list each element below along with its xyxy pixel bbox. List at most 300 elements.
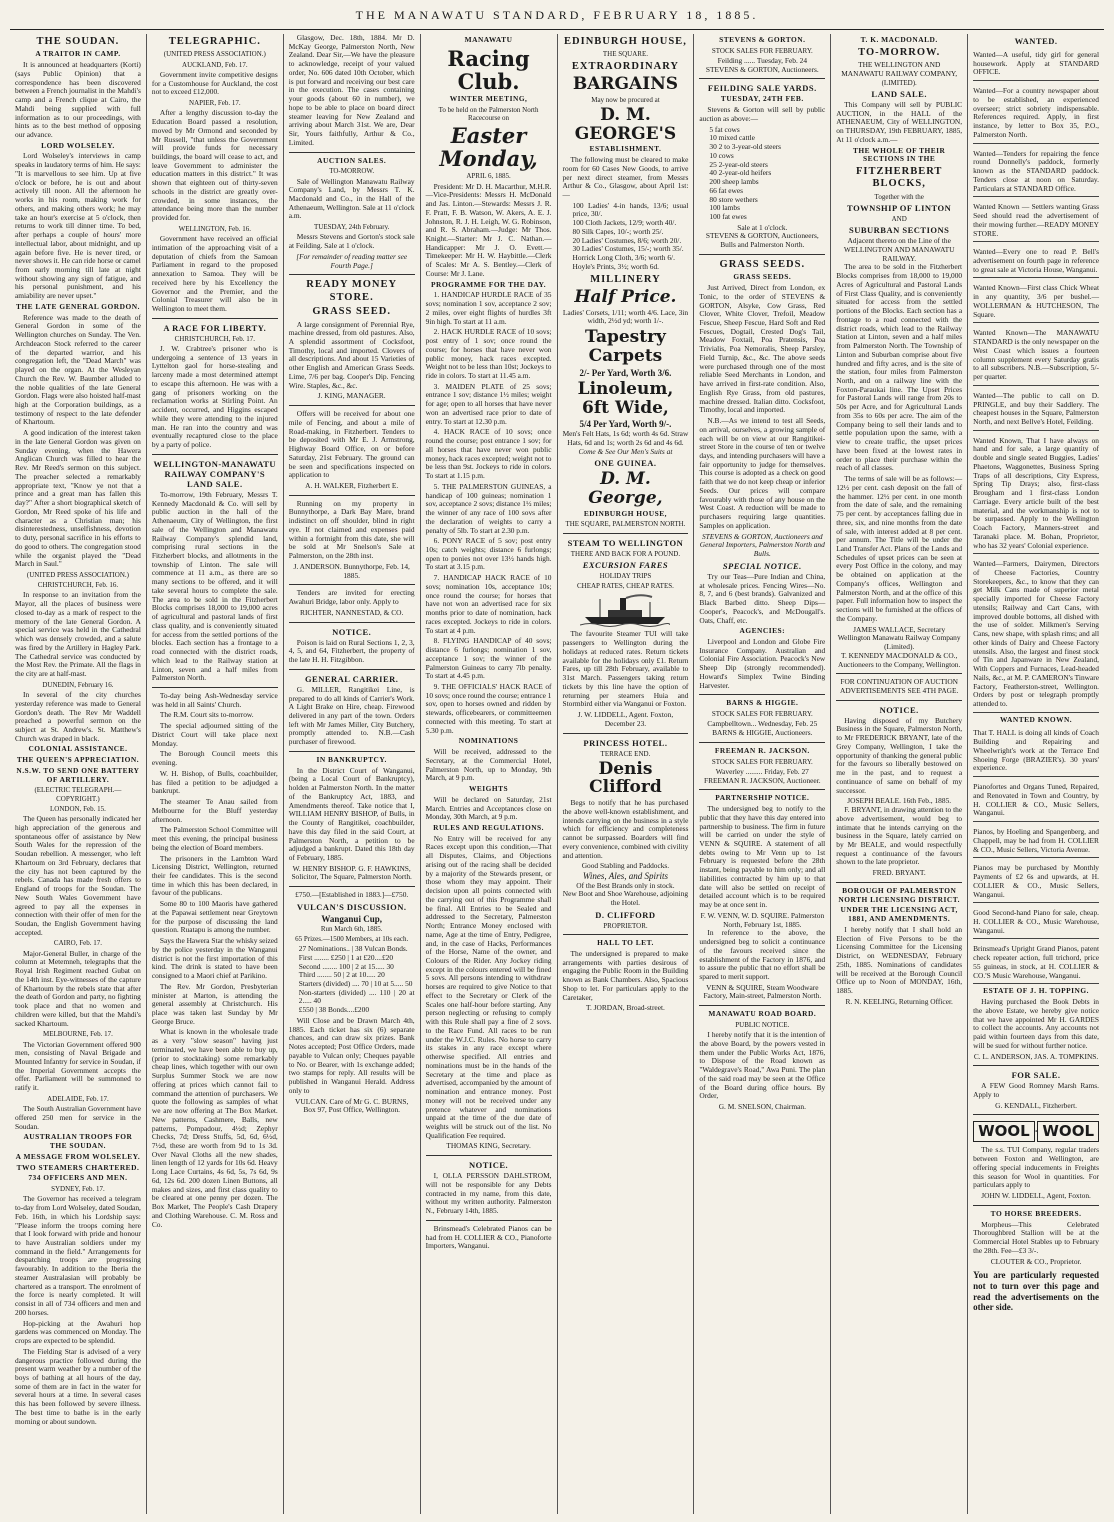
linoleum: Linoleum, 6ft Wide, <box>577 379 674 418</box>
divider <box>289 751 415 752</box>
news-item: The special adjourned sitting of the District Court will take place next Monday. <box>151 721 278 748</box>
goods-item: 30 Ladies' Costumes, 15/-; worth 35/. <box>572 244 684 254</box>
hall-to-let: HALL TO LET. <box>597 938 654 948</box>
divider <box>973 1065 1099 1066</box>
vulcan-title: VULCAN'S DISCUSSION. <box>296 901 407 912</box>
store-title: READY MONEY STORE. <box>306 279 398 303</box>
ad-text: Ladies' Corsets, 1/11; worth 4/6. Lace, 3in width, 2½d yd; worth 1/-. <box>562 307 689 326</box>
divider <box>152 318 278 319</box>
notice-title: NOTICE. <box>879 704 919 715</box>
steam-title: STEAM TO WELLINGTON <box>567 537 684 548</box>
ad-line: Campbelltown... Wednesday, Feb. 25 <box>707 719 818 729</box>
agencies: AGENCIES: <box>739 626 786 636</box>
ad-line: New Boot and Shoe Warehouse, adjoining the Hotel. <box>562 889 689 908</box>
auction-text: Messrs Stevens and Gorton's stock sale at Feilding. Sale at 1 o'clock. <box>288 232 415 251</box>
ad-text: The following must be cleared to make room for 60 Cases New Goods, to arrive per next direct steamer, from Messrs Arthur & Co., Glasgow, about April 1st:— <box>562 155 689 199</box>
bankruptcy-title: IN BANKRUPTCY. <box>316 754 387 764</box>
ad-signature: VULCAN. Care of Mr G. C. BURNS, Box 97, Post Office, Wellington. <box>295 1096 409 1115</box>
ad-signature: C. L. ANDERSON, JAS. A. TOMPKINS. <box>973 1051 1099 1061</box>
sale-date: TUESDAY, 24TH FEB. <box>720 94 804 104</box>
ad-signature: STEVENS & GORTON, Auctioneers. <box>705 64 819 74</box>
dateline: LONDON, Feb. 15. <box>50 804 106 813</box>
to-morrow: TO-MORROW. <box>858 46 941 58</box>
divider <box>699 78 825 79</box>
ad-text: I hereby notify that I shall hold an Election of Five Persons to be the Licensing Committee for the Licensing District, on WEDNESDAY, February 25th, 1885. Nominations of candidates will be received at the Borough Council Office up to Noon of MONDAY, 16th, 1885. <box>836 924 963 996</box>
goods-item: 100 Ladies' 4-in hands, 13/6; usual price, 30/. <box>572 200 689 219</box>
article-paragraph: Reference was made to the death of General Gordon in some of the Wellington churches on Sunday. The Ven. Archdeacon Stock referred to the career of the departed warrior, and his congregation left, the "Dead March" was played on the organ. At the Wesleyan Church the Rev. W. Baumber alluded to the noble qualities of the late General Gordon. Flags were also hoisted half-mast high at the Corporation buildings, as a testimony of respect to the late defender of Khartoum. <box>15 312 141 427</box>
subhead: THE QUEEN'S APPRECIATION. <box>16 755 140 765</box>
ad-signature: G. KENDALL, Fitzherbert. <box>995 1100 1078 1110</box>
ad-sub: STOCK SALES FOR FEBRUARY. <box>711 757 813 766</box>
ad-text: N.B.—As we intend to test all Seeds, on arrival, ourselves, a growing sample of each will be on view at our Rangitikei-street Store in the course of ten or twelve days, and intending purchasers will have a fair opportunity to judge for themselves. This course is adopted as a check on good faith that we do not keep cheap or inferior Seeds. Our prices will compare favourably with those of any house on the West Coast. A reduction will be made to purchasers requiring large quantities. Samples on application. <box>699 416 826 530</box>
stock-item: 100 fat ewes <box>709 212 747 222</box>
prize-row: First ........ £250 | 1 at £20....£20 <box>298 952 394 962</box>
article-paragraph: J. W. Crabtree's prisoner who is undergoing a sentence of 13 years in Lyttelton gaol for horse-stealing and larceny made a most determined attempt to escape this afternoon. He was with a gang of prisoners working on the reclamation works at Stirling Point. An accident, occurred, and Higgins escaped while they were attending to the injured man. He ran into the country and was eventually recaptured close to the place by a party of police. <box>151 344 278 450</box>
ad-title: BARNS & HIGGIE. <box>726 698 799 708</box>
road-board-sub: PUBLIC NOTICE. <box>735 1020 790 1029</box>
section-title-telegraphic: TELEGRAPHIC. <box>168 36 261 47</box>
notice-title: NOTICE. <box>468 1160 509 1171</box>
cup-title: Wanganui Cup, <box>321 913 382 924</box>
prize-row: Non-starters (divided) .... 110 | 20 at 2..... 40 <box>298 987 415 1006</box>
divider <box>836 882 962 883</box>
article-paragraph: The Queen has personally indicated her high appreciation of the generous and spontaneous offer of assistance by New South Wales for the repression of the Soudan rebellion. A messenger, who left Khartoum on 3rd February, declares that the city has not been captured by the rebels. Canada has made fresh offers to England of troops for the Soudan. The New South Wales Government have agreed to pay all the expenses in connection with their offer of men for the Soudan, the English Government having accepted. <box>15 814 141 937</box>
column-2 <box>147 34 284 1514</box>
article-paragraph: Hop-picking at the Awahuri hop gardens was commenced on Monday. The crops are expected to be splendid. <box>15 1318 141 1346</box>
wanted-ad <box>973 557 1099 712</box>
news-item: The R.M. Court sits to-morrow. <box>159 710 254 720</box>
dateline: (UNITED PRESS ASSOCIATION.) <box>163 50 266 59</box>
wanted-ad <box>973 200 1099 242</box>
ad-text: Just Arrived, Direct from London, ex Tonic, to the order of STEVENS & GORTON, Alsyke, Cow Grass, Red Clover, White Clover, Trefoil, Meadow Fescue, Sheep Fescue, Hard Soft and Red Fescues, Dogtail, Crested Dog's Tail, Meadow Foxtail, Poa Pratensis, Poa Trivialis, Poa Nemoralis, Sheep Parsley, Field Turnip, &c., &c. The above seeds were purchased through one of the most reliable Seed Merchants in London, and have arrived in first-rate condition. Also, English Rye Grass, from old pastures, machine dressed. Italian ditto. Cocksfoot, Timothy, local and imported. <box>699 283 826 415</box>
divider <box>699 694 825 695</box>
article-paragraph: The Victorian Government offered 900 men, consisting of Naval Brigade and Mounted Infantry for service in Soudan, if the Imperial Government accepts the offer. Parliament will be summoned to ratify it. <box>15 1039 141 1093</box>
easter-monday: Easter Monday, <box>439 123 538 172</box>
race-item: 1. HANDICAP HURDLE RACE of 35 sovs; nomination 1 sov, acceptance 2 sov; 2 miles, over eight flights of hurdles 3ft 9in high. To start at 11 a.m. <box>425 290 552 326</box>
race-item: 9. THE OFFICIALS' HACK RACE of 10 sovs; once round the course; entrance 1 sov, open to horses owned and ridden by stewards, officebearers, or committeemen connected with this meeting. To start at 5.30 p.m. <box>425 681 552 735</box>
race-item: 4. HACK RACE of 10 sovs; once round the course; post entrance 1 sov; for all horses that have never won public money, hack races excepted; weight not to be less than 9st. Jockeys to ride in colors. To start at 1.15 p.m. <box>425 427 552 481</box>
stock-item: 5 fat cows <box>709 124 740 134</box>
ad-text: In reference to the above, the undersigned beg to solicit a continuance of the favours received since the establishment of the Factory in 1876, and to assure the public that no effort shall be spared to merit support. <box>699 928 826 981</box>
ad-text: Morpheus—This Celebrated Thoroughbred Stallion will be at the Commercial Hotel Stables up to February the 28th. Fee—£3 3/-. <box>973 1219 1099 1255</box>
ad-text: Will be declared on Saturday, 21st March. Entries and Acceptances close on Monday, 30th March, at 9 p.m. <box>425 794 552 822</box>
stock-item: 40 2-year-old heifers <box>709 168 772 178</box>
news-item: Says the Hawera Star the whisky seized by the police yesterday in the Wanganui district is not the first importation of this kind. The drink is stated to have been consigned to a Maori chief at Parikino. <box>151 936 278 981</box>
excursion-fares: EXCURSION FARES <box>582 559 669 570</box>
dateline: CHRISTCHURCH, Feb. 16. <box>37 581 119 590</box>
masthead: THE MANAWATU STANDARD, FEBRUARY 18, 1885. <box>10 8 1104 30</box>
news-item: The steamer Te Anau sailed from Melbourne for the Bluff yesterday afternoon. <box>151 797 278 824</box>
column-8 <box>968 34 1104 1514</box>
race-item: 5. THE PALMERSTON GUINEAS, a handicap of 100 guineas; nomination 1 sov, acceptance 2 sovs; distance 1½ miles; the winner of any race of 100 sovs after the declaration of weights to carry a penalty of 5lb. To start at 2.30 p.m. <box>425 481 552 535</box>
ad-text: A large consignment of Perennial Rye, machine dressed, from old pastures. Also, A splendid assortment of Cocksfoot, Timothy, local and imported. Clovers of all descriptions. And about 15 Varieties of other English and American Grass Seeds. Lime, 7/6 per bag. Cooper's Dip. Fencing Wire. Staples, &c., &c. <box>288 319 415 390</box>
ad-text: In the District Court of Wanganui, (being a Local Court of Bankruptcy), holden at Palmerston North. In the matter of the Bankruptcy Act, 1883, and Amendments thereof. Take notice that I, WILLIAM HENRY BISHOP, of Bulls, in the County of Rangitikei, coachbuilder, have this day filed in the said Court, at Palmerston North, a petition to be adjudged a bankrupt. Dated this 18th day of February, 1885. <box>288 765 415 862</box>
terrace-end: TERRACE END. <box>600 749 651 758</box>
divider <box>289 152 415 153</box>
and: AND <box>891 215 907 223</box>
ad-signature: FREEMAN R. JACKSON, Auctioneer. <box>704 775 821 785</box>
wanted-ad <box>973 434 1099 555</box>
news-item: W. H. Bishop, of Bulls, coachbuilder, has filed a petition to be adjudged a bankrupt. <box>151 768 278 796</box>
licensing-act: UNDER THE LICENSING ACT, 1881, AND AMENDMENTS. <box>840 905 958 924</box>
land-sale: LAND SALE. <box>871 88 927 99</box>
dateline: MELBOURNE, Feb. 17. <box>43 1030 113 1039</box>
ad-signature: RICHTER, NANNESTAD, & CO. <box>300 607 404 617</box>
dateline: SYDNEY, Feb. 17. <box>51 1185 105 1194</box>
auction-text: Sale of Wellington Manawatu Railway Company's Land, by Messrs T. K. Macdonald and Co., in the Hall of the Athenaeum, Wellington. Sale at 11 o'clock a.m. <box>288 176 415 221</box>
dateline: NAPIER, Feb. 17. <box>189 99 241 108</box>
denis-clifford: Denis Clifford <box>589 758 662 798</box>
dateline: CHRISTCHURCH, Feb. 17. <box>174 334 255 343</box>
meeting-sub: To be held on the Palmerston North Racecourse on <box>438 105 539 122</box>
ad-text: Liverpool and London and Globe Fire Insurance Company. Australian and Colonial Fire Association. Peacock's New Sheep Dip (strongly recommended). Howard's Simplex Twine Binding Harvester. <box>699 636 826 690</box>
prize-row: Third ........ 50 | 2 at 10..... 20 <box>298 970 385 980</box>
divider <box>426 1155 552 1156</box>
limited: (LIMITED). <box>881 78 917 87</box>
ad-text: F. BRYANT, in drawing attention to the above advertisement, would beg to intimate that he intends carrying on the business in the Square, lately carried on by Mr BEALE, and would respectfully request a continuance of the favours shown to the late proprietor. <box>836 805 963 867</box>
adjacent-line: Adjacent thereto on the Line of the WELLINGTON AND MANAWATU RAILWAY. <box>843 236 955 263</box>
dateline: ADELAIDE, Feb. 17. <box>47 1094 109 1103</box>
ad-text: The undersigned beg to notify to the public that they have this day entered into partnership to business. The firm in future will be carried on under the style of VENN & SQUIRE. A statement of all debts owing to Mr Venn up to 1st February is requested before the 28th instant, being payable to him only; and all liabilities contracted by him up to that date will also be settled on receipt of detailed account which is to be required may be at once sent in. <box>699 804 826 910</box>
ad-text: A FEW Good Romney Marsh Rams. Apply to <box>973 1081 1099 1099</box>
ad-signature: STEVENS & GORTON, Auctioneers and General Importers, Palmerston North and Bulls. <box>699 531 825 559</box>
ad-text: That T. HALL is doing all kinds of Coach Building and Repairing and Wheelwright's work at the Terrace End Shoeing Forge (BRAZIER's). 30 years' experience. <box>973 728 1099 773</box>
ad-text: Wanted Known—First class Chick Wheat in any quantity, 3/6 per bushel.—WOLLERMAN & HUTCHESON, The Square. <box>973 283 1099 319</box>
wanted-ad <box>973 326 1099 385</box>
ad-text: Men's Felt Hats, 1s 6d; worth 4s 6d. Straw Hats, 6d and 1s; worth 2s 6d and 4s 6d. <box>562 429 689 447</box>
ad-text: Try our Teas—Pure Indian and China, at wholesale prices. Fencing Wires—No. 8, 7, and 6 (best brands). Galvanized and Black Barbed ditto. Sheep Dips—Cooper's, Peacock's, and McDougall's. Oats, Chaff, etc. <box>699 571 826 625</box>
princess-hotel: PRINCESS HOTEL. <box>583 737 668 748</box>
house-title: EDINBURGH HOUSE, <box>564 36 687 47</box>
stock-list <box>709 126 825 222</box>
ad-text: Offers will be received for about one mile of Fencing, and about a mile of Road-making, in Fitzherbert. Tenders to be deposited with Mr E. J. Armstrong, Highway Board Office, on or before Saturday, 21st February. The ground can be seen and specifications inspected on application to <box>288 409 415 480</box>
wanted-ad <box>973 245 1099 278</box>
subhead: THE LATE GENERAL GORDON. <box>15 301 140 311</box>
rules-title: RULES AND REGULATIONS. <box>433 823 544 832</box>
ad-text: Wanted—Tenders for repairing the fence round Donnelly's paddock, formerly known as the STANDARD paddock. Tenders close at noon on Saturday. Particulars at STANDARD Office. <box>973 148 1099 193</box>
divider <box>289 405 415 406</box>
club-title: Racing Club. <box>447 45 530 94</box>
goods-item: Hoyle's Prints, 3½; worth 6d. <box>572 261 660 271</box>
ad-text: Wanted—Farmers, Dairymen, Directors of Cheese Factories, Country Storekeepers, &c., to know that they can get Milk Cans made of superior metal specially imported for Cheese Factory utensils; Railway and Cart Cans, with improved double bottoms, all dished with the use of solder. Milkmen's Serving Cans, new shape, with splash rims; and all other kinds of Dairy and Cheese Factory utensils. Also, the largest and finest stock of Tin and Japanware in New Zealand, With Coppers and Furnaces, Lead-headed Nails, &c., at M. P. CAMERON's Tinware Factory, Featherston-street, Wellington. Orders by post or telegraph promptly attended to. <box>973 559 1099 709</box>
wanted-ad <box>973 147 1099 198</box>
divider <box>699 742 825 743</box>
club-name: MANAWATU <box>464 35 513 44</box>
ad-text: Wanted—The public to call on D. PRINGLE, and buy their Saddlery. The cheapest houses in the Square, Palmerston North, and next Bellve's Hotel, Feilding. <box>973 390 1099 426</box>
ad-text: Pianos may be purchased by Monthly Payments of £2 6s and upwards, at H. COLLIER & CO., Music Sellers, Wanganui. <box>973 863 1099 899</box>
may-procured: May now be procured at <box>591 95 660 104</box>
steamer-icon <box>580 593 670 627</box>
ad-text: Poison is laid on Rural Sections 1, 2, 3, 4, 5, and 64, Fitzherbert, the property of the late H. H. Fitzgibbon. <box>288 637 415 665</box>
ad-signature: G. M. SNELSON, Chairman. <box>718 1102 806 1112</box>
ad-text: Wanted—For a country newspaper about to be established, an experienced overseer; strict sobriety indispensable. References required. Apply, in first instance, by letter to Box 35, P.O., Palmerston North. <box>973 86 1099 139</box>
ad-text: The area to be sold in the Fitzherbert Blocks comprises from 18,000 to 19,000 Acres of Agricultural and Pastoral Lands of First Class Quality, and is conveniently situated for access from the settled portions of the Blocks. Each section has a frontage to a road connected with the district roads, which lead to the Railway Station at Linton, seven and a half miles from Palmerston North. The Township of Linton and Suburban comprise about five hundred and fifty acres, and is the site of the station, four miles from Palmerston North, and on a railway line with the Foxton-Paraukai line. The Upset Prices for Pastoral Lands will range from 20s to 50s per Acre, and for Agricultural Lands from 35s to 60s per acre. The aim of the Company being to sell their lands and to settle population upon the same, with a view to create traffic, the upset prices have been fixed at the lowest rates in order to place their purchase within the reach of all classes. <box>836 262 963 473</box>
ad-text: I hereby notify that it is the intention of the above Board, by the powers vested in them under the Public Works Act, 1876, to Dispose of the Road known as "Waldegrave's Road," Awa Puni. The plan of the said road may be seen at the Office of the Board during office hours. By Order, <box>699 1030 826 1101</box>
house-sub: THE SQUARE. <box>602 50 648 59</box>
news-item: To-day being Ash-Wednesday service was held in all Saints' Church. <box>151 691 278 709</box>
stock-item: 30 2 to 3-year-old steers <box>709 142 782 152</box>
goods-item: 100 Cloth Jackets, 12/9; worth 40/. <box>572 218 677 228</box>
dateline: WELLINGTON, Feb. 16. <box>178 224 251 233</box>
article-paragraph: A good indication of the interest taken in the late General Gordon was given on Sunday evening, when the Hawera Anglican Church was filled to hear the Rev. Mr Reed's sermon on this subject. The preacher selected a remarkably appropriate text, "Know ye not that a prince and a great man has fallen this day?" After a short biographical sketch of Gordon, Mr Reed spoke of his life and character as a Christian man; his disinterestedness, unselfishness, devotion to duty, personal sacrifice in his efforts to do good to others. The congregation stood while the organist played the "Dead March in Saul." <box>15 428 141 569</box>
ad-text: The favourite Steamer TUI will take passengers to Wellington during the holidays at reduced rates. Return tickets available for the holidays only £1. Return Fares, up till 28th February, available to 31st March. Passengers taking return tickets by this line have the option of returning per steamers Huia and Stormbird either via Wanganui or Foxton. <box>562 629 689 709</box>
divider <box>699 1005 825 1006</box>
ad-title: STEVENS & GORTON. <box>719 35 806 44</box>
dm-george: D. M. GEORGE'S <box>574 104 677 144</box>
d-clifford: D. CLIFFORD <box>595 909 656 920</box>
ad-text: Will Close and be Drawn March 4th, 1885. Each ticket has six (6) separate chances, and can draw six prizes. Bank Notes accepted; Post Office Orders, made payable to Vulcan only; Cheques payable to No. or Bearer, with 1s exchange added; two stamps for reply. All results will be published in Wanganui Herald. Address only to <box>288 1015 415 1095</box>
cup-date: Run March 6th, 1885. <box>320 924 383 933</box>
grass-seeds-title: GRASS SEEDS. <box>719 258 806 270</box>
race-item: 3. MAIDEN PLATE of 25 sovs; entrance 1 sov; distance 1½ miles; weight for age; open to all horses that have never won an advertised race prior to date of entry. To start at 12.30 p.m. <box>425 381 552 426</box>
wool-label-right: WOOL <box>1037 1121 1099 1143</box>
ad-line: Wines, Ales, and Spirits <box>582 871 668 882</box>
dateline: TUESDAY, 24th February. <box>313 223 390 232</box>
ad-text: Begs to notify that he has purchased the above well-known establishment, and intends carrying on the business in a style which for efficiency and completeness cannot be surpassed. Boarders will find every convenience, combined with civility and attention. <box>562 798 689 860</box>
wool-banner <box>973 1119 1099 1143</box>
news-item: The prisoners in the Lambton Ward Licensing District, Wellington, returned their fee candidates. This is the second time in which this has been declared, in favour of the publicans. <box>151 853 278 898</box>
subhead: WELLINGTON-MANAWATU RAILWAY COMPANY'S LAND SALE. <box>153 458 277 489</box>
article-paragraph: In response to an invitation from the Mayor, all the places of business were closed to-day as a mark of respect to the memory of the late General Gordon. A special service was held in the Cathedral which was densely crowded, and a salute was fired by the Artillery in Hagley Park. The Cathedral service was conducted by the Most Rev. the Primate. All the flags in the city are at half-mast. <box>15 590 141 679</box>
partnership-title: PARTNERSHIP NOTICE. <box>715 793 810 803</box>
ad-signature: CLOUTER & CO., Proprietor. <box>990 1256 1082 1266</box>
company-name: THE WELLINGTON AND MANAWATU RAILWAY COMPANY, <box>841 60 958 78</box>
ad-line: Sale at 1 o'clock. <box>737 222 788 232</box>
wanted-ad <box>973 726 1099 777</box>
divider <box>973 1114 1099 1115</box>
half-price: Half Price. <box>574 286 677 307</box>
road-board-title: MANAWATU ROAD BOARD. <box>708 1009 817 1019</box>
sale-yards: FEILDING SALE YARDS. <box>707 83 817 94</box>
cup-intro: 65 Prizes.—1500 Members, at 10s each. <box>295 934 409 943</box>
ad-signature: T. JORDAN, Broad-street. <box>585 1003 665 1013</box>
ad-text: Will be received, addressed to the Secretary, at the Commercial Hotel, Palmerston North, up to Monday, 9th March, at 9 p.m. <box>425 747 552 783</box>
dateline: CAIRO, Feb. 17. <box>53 939 102 948</box>
ad-text: Having disposed of my Butchery Business in the Square, Palmerston North, to Mr FREDERICK BRYANT, late of the Grey Company, Wellington, I take the opportunity of thanking the general public for the favours so liberally bestowed on me in the past, and to request a continuance of same on behalf of my successor. <box>836 715 963 795</box>
ad-signature: VENN & SQUIRE, Steam Woodware Factory, Main-street, Palmerston North. <box>703 982 822 1001</box>
divider <box>289 274 415 275</box>
suits-line: Come & See Our Men's Suits at <box>578 446 673 456</box>
dm-george-sig: D. M. George, <box>588 469 663 508</box>
stock-item: 66 fat ewes <box>709 185 744 195</box>
column-6 <box>694 34 831 1514</box>
nominations-title: NOMINATIONS <box>458 736 519 746</box>
divider <box>973 1205 1099 1206</box>
piano-ad <box>973 780 1099 822</box>
column-4 <box>421 34 558 1514</box>
ad-text: Brinsmead's Upright Grand Pianos, patent check repeater action, full trichord, price 55 guineas, in stock, at H. COLLIER & CO.'S Music Warehouse, Wanganui. <box>973 944 1099 980</box>
race-item: 6. PONY RACE of 5 sov; post entry 10s; catch weights; distance 6 furlongs; open to ponies not over 13½ hands high. To start at 3.15 p.m. <box>425 536 552 572</box>
divider <box>289 886 415 887</box>
subhead: A RACE FOR LIBERTY. <box>163 322 267 333</box>
wool-label-left: WOOL <box>973 1121 1035 1143</box>
race-date: APRIL 6, 1885. <box>466 172 511 181</box>
piano-ad <box>973 906 1099 939</box>
wanted-ad <box>973 84 1099 143</box>
ad-text: No Entry will be received for any Races except upon this condition,—That all Disputes, Claims, and Objections arising out of the racing shall be decided by a majority of the Stewards present, or those whom they may appoint. Their decision upon all points connected with the carrying out of this Programme shall be final. All Entries to be Sealed and addressed to the Secretary, Palmerston North; Entrance Money enclosed with name, Age at the time of Entry, Pedigree, and, in the case of Hacks, Performances of the Horse, Name of the owner, and Colours of the Rider. Any Jockey riding except in the colours entered will be fined 5 sovs. All persons intending to withdraw horses are required to give Notice to that effect to the Secretary or Clerk of the Scales one half-hour before starting. Any person neglecting or refusing to comply with this Rule shall pay a fine of 2 sovs. to the Race Fund. All races to be run under the W.J.C. Rules. No horse to carry its stakes in any race except where otherwise specified. All entries and nominations must be in the hands of the Secretary at the time and place as advertised, accompanied by the amount of nomination and entrance money. Post money will not be received under any pretence whatever and nominations unpaid at the time of the due date of weights will be struck out of the list. No Qualification Fee required. <box>425 833 552 1140</box>
stock-item: 200 sheep lambs <box>709 177 759 187</box>
article-paragraph: Lord Wolseley's interviews in camp speaks in laudatory terms of him. He says: "It is marvellous to see him. Up at five o'clock or before, he is out and about actively till noon. All the afternoon he works in his room, making work for others, and making others work; he may take an hour's exercise at 5 o'clock, then returns to work till dinner time. To bed, after perhaps a couple of hours' more intellectual labor, about midnight, and up again before five. He is never tired, or never shows it. He can ride horse or camel from early morning till late at night without showing any sign of fatigue, and his personal punishment, and his amiability are never upset." <box>15 151 141 301</box>
stock-item: 25 2-year-old steers <box>709 159 768 169</box>
wanted-ad <box>973 48 1099 81</box>
column-5 <box>558 34 695 1514</box>
grass-seed-title: GRASS SEED. <box>312 306 392 318</box>
news-item: The Palmerston School Committee will meet this evening, the principal business being the election of Board members. <box>151 825 278 852</box>
tapestry-carpets: Tapestry Carpets <box>584 327 666 366</box>
officers: President: Mr D. H. Macarthur, M.H.R.—Vice-Presidents: Messrs H. McDonald and Jas. Linton.—Stewards: Messrs J. R. F. Pratt, F. B. Watson, W. Akers, A. E. J. Johnston, R. J. H. Leigh, W. G. Robinson, and R. S. Abraham.—Judge: Mr Thos. Knight.—Starter: Mr J. C. Nathan.—Handicapper: Mr J. O. Evett.—Timekeeper: Mr H. W. Haybittle.—Clerk of Scales: Mr A. S. Bentley.—Clerk of Course: Mr J. Lane. <box>425 181 552 278</box>
goods-item: 20 Ladies' Costumes, 8/6; worth 20/. <box>572 235 682 245</box>
news-item: The Borough Council meets this evening. <box>151 749 278 768</box>
divider <box>289 669 415 670</box>
holiday-trips: HOLIDAY TRIPS <box>599 571 652 580</box>
news-item: The Rev. Mr Gordon, Presbyterian minister at Marton, is attending the general assembly at Christchurch. His place was taken last Sunday by Mr George Bruce. <box>151 981 278 1026</box>
cheap-rates: CHEAP RATES, CHEAP RATES. <box>576 582 674 591</box>
ad-text: Wanted—Every one to read P. Bell's advertisement on fourth page in reference to great sale at Victoria House, Wanganui. <box>973 247 1099 274</box>
race-item: 8. FLYING HANDICAP of 40 sovs; distance 6 furlongs; nomination 1 sov, acceptance 1 sov; the winner of the Palmerston Guineas to carry 7lb penalty. To start at 4.45 p.m. <box>425 636 552 681</box>
subhead: COLONIAL ASSISTANCE. <box>28 744 128 754</box>
stock-item: 80 store wethers <box>709 194 758 204</box>
columns <box>10 34 1104 1514</box>
divider <box>563 533 689 534</box>
prize-list <box>299 945 415 1015</box>
extraordinary: EXTRAORDINARY <box>571 60 679 72</box>
bargains: BARGAINS <box>572 74 679 94</box>
divider <box>563 934 689 935</box>
ad-text: Tenders are invited for erecting Awahuri Bridge, labor only. Apply to <box>288 588 415 607</box>
ad-line: Feilding ...... Tuesday, Feb. 24 <box>717 55 808 65</box>
dateline: TO-MORROW. <box>329 167 375 176</box>
divider <box>836 673 962 674</box>
for-sale-title: FOR SALE. <box>1011 1070 1061 1081</box>
divider <box>563 733 689 734</box>
piano-ad <box>973 825 1099 858</box>
divider <box>152 454 278 455</box>
proprietor: PROPRIETOR. <box>603 921 648 930</box>
column-3 <box>284 34 421 1514</box>
ad-signature: STEVENS & GORTON, Auctioneers, Bulls and Palmerston North. <box>705 231 819 250</box>
lino-price: 5/4 Per Yard, Worth 9/-. <box>579 419 672 430</box>
ad-signature: FRED. BRYANT. <box>872 868 926 878</box>
ad-text: The s.s. TUI Company, regular traders between Foxton and Wellington, are offering special inducements in Freights this season for Wool in quantities. For particulars apply to <box>973 1145 1099 1190</box>
subhead: TWO STEAMERS CHARTERED. <box>16 1162 140 1172</box>
dateline: (ELECTRIC TELEGRAPH.—COPYRIGHT.) <box>34 786 122 803</box>
wanted-known-title: WANTED KNOWN. <box>999 714 1073 724</box>
edinburgh-house: EDINBURGH HOUSE, <box>583 508 668 518</box>
ad-text: Wanted Known — Settlers wanting Grass Seed should read the advertisement of their mowing further.—READY MONEY STORE. <box>973 202 1099 238</box>
wanted-ad <box>973 389 1099 431</box>
article-paragraph: It is announced at headquarters (Korti) (says Public Opinion) that a correspondence has been discovered between a French journalist in the Mahdi's camp and a French clique at Cairo, the Mahdi being supplied with full information as to our proceedings, with hints as to the best method of opposing our advance. <box>15 60 141 139</box>
grass-seeds-sub: GRASS SEEDS. <box>733 272 792 282</box>
goods-list <box>573 202 689 272</box>
ad-text: Stevens & Gorton will sell by public auction as above:— <box>699 105 826 123</box>
ad-signature: J. W. LIDDELL, Agent. Foxton, December 23. <box>577 710 674 728</box>
ad-title: FREEMAN R. JACKSON. <box>714 745 810 755</box>
auction-sales-title: AUCTION SALES. <box>317 155 387 165</box>
prize-row: 27 Nominations.. | 38 Vulcan Bonds. <box>298 944 408 954</box>
ad-text: Pianos, by Hoeling and Spangenberg, and Chappell, may be had from H. COLLIER & CO., Music Sellers, Victoria Avenue. <box>973 827 1099 854</box>
news-item: Some 80 to 100 Maoris have gathered at the Papawai settlement near Greytown for the purpose of discussing the land question. Ruatapu is among the number. <box>151 899 278 935</box>
fitzherbert-blocks: FITZHERBERT BLOCKS, <box>855 165 943 190</box>
editor-note: [For remainder of reading matter see Fourth Page.] <box>296 251 408 270</box>
divider <box>426 1220 552 1221</box>
ad-text: I, OLLA PERSSON DAHLSTROM, will not be responsible for any Debts contracted in my name, from this date, without my written authority. Palmerston N., February 14th, 1885. <box>425 1171 552 1216</box>
ad-text: The terms of sale will be as follows:— 12½ per cent. cash deposit on the fall of the hammer. 12½ per cent. in one month from the date of sale, and the remaining 75 per cent. by acceptances falling due in three, six, and nine months from the date of sale, with interest added at 8 per cent. per annum. The Title will be under the Land Transfer Act. Plans of the Lands and Schedules of upset prices can be seen at every Post Office in the colony, and may be obtained on application at the Company's offices, Wellington and Palmerston North, and at the office of this paper. Full information how to inspect the sections will be furnished at the offices of the Company. <box>836 474 963 623</box>
divider <box>289 584 415 585</box>
news-item: What is known in the wholesale trade as a very "slow season" having just terminated, we have been able to buy up, (prior to stocktaking) some remarkably cheap lines, which together with our own Surplus Summer Stock we are now offering at prices which cannot fail to command the attention of purchasers. We quote the following as samples of what we are now offering at The Box Market. New patterns, Cashmere, Balls, new patterns, Pompadour, 4½d; Zephyr Checks, 7d; Dress Stuffs, 5d, 6d, 6½d, 7½d, these are worth from 9d to 1s 3d. Over Naval Cloths all the new shades, linen length of 12 yards for 10s 6d. Heavy Long Lace Curtains, 4s 6d, 5s, 7s 6d, 9s 6d, 12s 6d. 200 dozen Linen Buttons, all makes and sizes, and first class quality to be cleared at one penny per dozen. The Box Market, The People's Cash Drapery and Clothing Warehouse. C. M. Ross and Co. <box>151 1027 278 1229</box>
article-paragraph: To-morrow, 19th February, Messrs T. Kennedy Macdonald & Co. will sell by public auction in the hall of the Athenaeum, City of Wellington, the first sale of the Wellington and Manawatu Railway Company's splendid land, comprising rural sections in the Fitzherbert blocks, and allotments in the township of Linton. The sale will commence at 11 a.m., as there are so many sections to be offered, and it will take several hours to complete the sale. The area to be sold in the Fitzherbert Blocks comprises 18,000 to 19,000 acres of agricultural and pastoral lands of first class quality, and is conveniently situated for access from the settled portions of the blocks. Each section has a frontage to a road connected with the district roads, which lead to the Railway station at Linton, seven and a half miles from Palmerston North. <box>151 489 278 683</box>
ad-text: Wanted—A useful, tidy girl for general housework. Apply at STANDARD OFFICE. <box>973 50 1099 77</box>
article-paragraph: The Fielding Star is advised of a very dangerous practice followed during the present warm weather by a number of the boys of bathing at all hours of the day, some of them are in fact in the water for several hours at a time. In several cases this has been followed by severe illness. The best time to bathe is in the early morning or about sundown. <box>15 1346 141 1426</box>
special-notice: SPECIAL NOTICE. <box>722 560 802 571</box>
ad-text: G. MILLER, Rangitikei Line, is prepared to do all kinds of Carrier's Work. A Light Brake on Hire, cheap. Firewood delivered in any part of the town. Orders left with Mr James Miller, City Butchery, promptly attended to. N.B.—Cash purchaser of firewood. <box>288 684 415 747</box>
divider <box>699 254 825 255</box>
ad-signature: JOSEPH BEALE. 16th Feb., 1885. <box>847 796 952 806</box>
notice-title: NOTICE. <box>332 626 372 637</box>
together-with: Together with the <box>874 192 924 201</box>
ad-text: Running on my property in Bunnythorpe, a Dark Bay Mare, brand indistinct on off shoulder, blind in right eye. If not claimed and expenses paid within a fortnight from this date, she will be sold at Mr Snelson's Sale at Palmerston, on the 28th inst. <box>288 498 415 561</box>
millinery: MILLINERY <box>590 273 661 285</box>
ad-signature: JOHN W. LIDDELL, Agent, Foxton. <box>981 1191 1091 1201</box>
vulcan-established: £750.—[Established in 1883.]—£750. <box>295 890 409 900</box>
article-paragraph: Major-General Buller, in charge of the column at Metemneh, telegraphs that the Royal Irish Regiment reached Gubat on the 14th inst. Eye-witnesses of the capture of Khartoum by the rebels state that after the death of Gordon and party, no fighting took place and that no women and children were killed, but that the Mahdi's sacked Khartoum. <box>15 948 141 1028</box>
prize-row: Second ........ 100 | 2 at 15..... 30 <box>298 961 394 971</box>
carpets-price: 2/- Per Yard, Worth 3/6. <box>579 367 672 378</box>
ad-text: Good Second-hand Piano for sale, cheap. H. COLLIER & CO., Music Warehouse, Wanganui. <box>973 908 1099 935</box>
township-linton: TOWNSHIP OF LINTON <box>847 202 952 213</box>
race-item: 7. HANDICAP HACK RACE of 10 sovs; nomination 10s, acceptance 10s; once round the course; for horses that have not won an advertised race for six months prior to date of nomination, hack races excepted. Jockeys to ride in colors. To start at 4 p.m. <box>425 573 552 635</box>
piano-ad <box>973 942 1099 984</box>
dateline: AUCKLAND, Feb. 17. <box>182 60 248 69</box>
ad-signature: A. H. WALKER, Fitzherbert E. <box>305 481 399 490</box>
article-paragraph: In several of the city churches yesterday reference was made to General Gordon's death. The Rev Mr Waddell preached a powerful sermon on the subject at St. Andrew's. St. Matthew's Church was draped in black. <box>15 690 141 743</box>
subhead: A MESSAGE FROM WOLSELEY. <box>15 1151 141 1161</box>
ad-line: Waverley ......... Friday, Feb. 27 <box>715 766 809 776</box>
ad-text: The undersigned is prepared to make arrangements with parties desirous of engaging the Public Room in the Building known as Bank Chambers. Also, Spacious Shop to let. For particulars apply to the Caretaker, <box>562 948 689 1002</box>
stock-item: 10 mixed cattle <box>709 133 755 143</box>
carrier-title: GENERAL CARRIER. <box>304 673 399 684</box>
ad-signature: W. HENRY BISHOP. G. F. HAWKINS, Solicitor, The Square, Palmerston North. <box>291 863 412 882</box>
ad-text: Brinsmead's Celebrated Pianos can be had from H. COLLIER & CO., Pianoforte Importers, Wanganui. <box>425 1223 552 1251</box>
closing-note: You are particularly requested not to turn over this page and read the advertisements on the other side. <box>973 1270 1099 1313</box>
article-paragraph: Government invite competitive designs for a Customhouse for Auckland, the cost not to exceed £12,000. <box>151 69 278 97</box>
wanted-title: WANTED. <box>1014 36 1058 46</box>
column-7 <box>831 34 968 1514</box>
subhead: 734 OFFICERS AND MEN. <box>28 1173 128 1183</box>
race-item: 2. HACK HURDLE RACE of 10 sovs; post entry of 1 sov; once round the course; for horses that have never won public money, hack races excepted. Weight not to be less than 10st; Jockeys to ride in colors. To start at 11.45 a.m. <box>425 327 552 381</box>
ad-signature: T. KENNEDY MACDONALD & CO., Auctioneers to the Company, Wellington. <box>838 650 961 669</box>
divider <box>289 495 415 496</box>
meeting-title: WINTER MEETING, <box>449 93 528 103</box>
estate-title: ESTATE OF J. H. TOPPING. <box>983 986 1089 996</box>
programme-title: PROGRAMME FOR THE DAY. <box>431 279 547 289</box>
ad-text: This Company will sell by PUBLIC AUCTION, in the HALL of the ATHENAEUM, City of WELLINGTON, on THURSDAY, 19th FEBRUARY, 1885, At 11 o'clock a.m.— <box>836 99 963 144</box>
wanted-ad <box>973 281 1099 323</box>
ad-line: Good Stabling and Paddocks. <box>581 861 670 871</box>
article-paragraph: After a lengthy discussion to-day the Education Board passed a resolution, moved by Mr Ormond and seconded by Mr Russell, "that unless the Government will provide funds for necessary buildings, the board will cease to act, and leave Government to administer the education matters in this district." It was shown that eighteen out of thirty-seven schools in the district are greatly over-crowded, in some instances, the attendance being more than the number provided for. <box>151 108 278 223</box>
ad-signature: BARNS & HIGGIE, Auctioneers. <box>712 728 813 738</box>
ad-signature: F. W. VENN, W. D. SQUIRE. Palmerston North, February 1st, 1885. <box>700 910 825 929</box>
divider <box>699 789 825 790</box>
article-paragraph: The South Australian Government have offered 250 men for service in the Soudan. <box>15 1104 141 1131</box>
divider <box>289 622 415 623</box>
piano-ad <box>973 861 1099 903</box>
subhead: AUSTRALIAN TROOPS FOR THE SOUDAN. <box>23 1132 133 1151</box>
goods-item: 80 Silk Capes, 10/-; worth 25/. <box>572 226 664 236</box>
stock-item: 10 cows <box>709 150 734 160</box>
prize-row: Starters (divided) .... 70 | 10 at 5..... 50 <box>298 979 413 988</box>
ad-signature: J. ANDERSON. Bunnythorpe, Feb. 14, 1885. <box>293 561 410 580</box>
ad-signature: J. KING, MANAGER. <box>317 391 386 401</box>
